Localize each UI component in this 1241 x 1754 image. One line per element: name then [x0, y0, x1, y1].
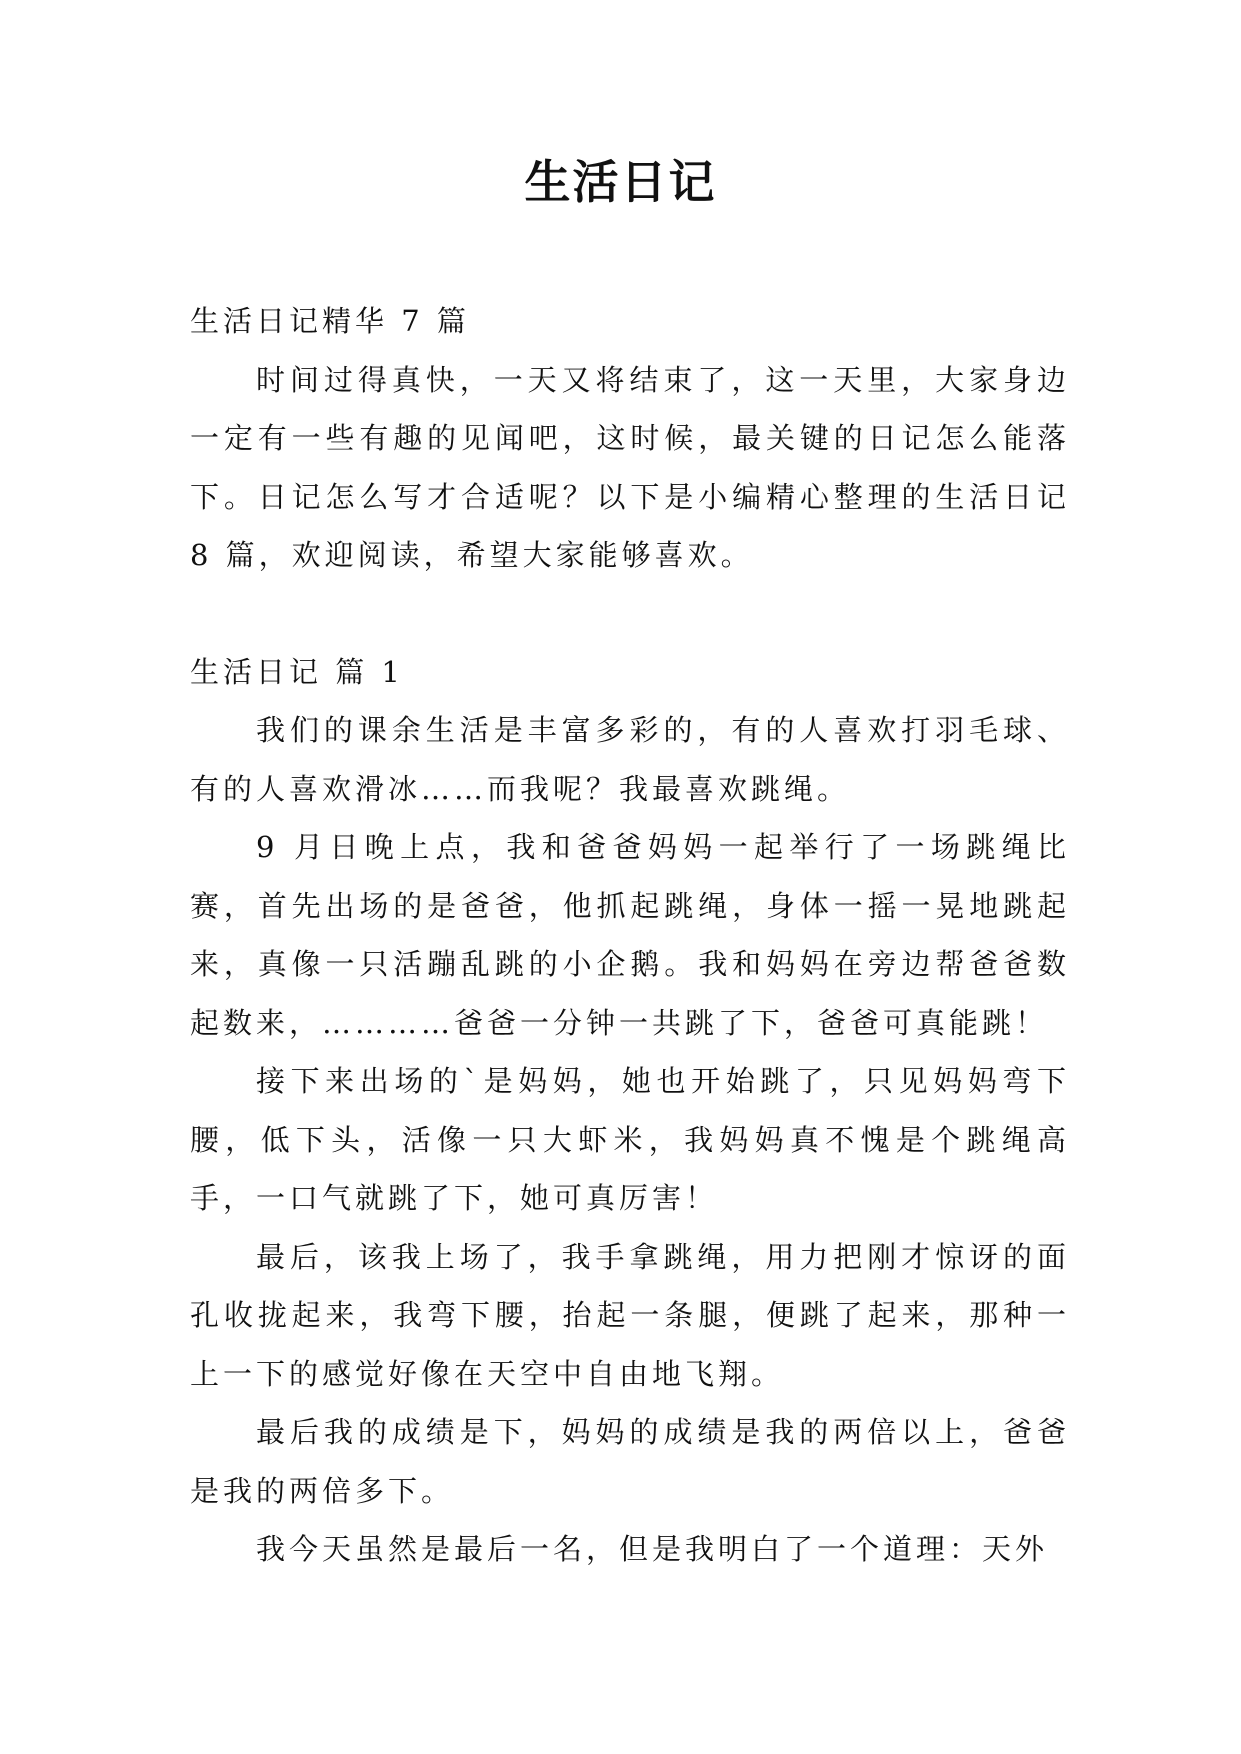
section-heading: 生活日记 篇 1 — [190, 654, 404, 689]
paragraph-3: 接下来出场的`是妈妈，她也开始跳了，只见妈妈弯下腰，低下头，活像一只大虾米，我妈妈真不愧是个跳绳高手，一口气就跳了下，她可真厉害！ — [190, 1064, 1070, 1215]
document-body — [190, 292, 1070, 1579]
paragraph-5: 最后我的成绩是下，妈妈的成绩是我的两倍以上，爸爸是我的两倍多下。 — [190, 1415, 1070, 1508]
paragraph-4: 最后，该我上场了，我手拿跳绳，用力把刚才惊讶的面孔收拢起来，我弯下腰，抬起一条腿，便跳了起来，那种一上一下的感觉好像在天空中自由地飞翔。 — [190, 1239, 1070, 1391]
section-spacer — [190, 585, 1070, 643]
paragraph-1: 我们的课余生活是丰富多彩的，有的人喜欢打羽毛球、有的人喜欢滑冰……而我呢？我最喜欢跳绳。 — [190, 713, 1070, 806]
intro-heading: 生活日记精华 7 篇 — [190, 304, 470, 338]
paragraph-6: 我今天虽然是最后一名，但是我明白了一个道理：天外 — [256, 1532, 1049, 1566]
intro-paragraph: 时间过得真快，一天又将结束了，这一天里，大家身边一定有一些有趣的见闻吧，这时候，最关键的日记怎么能落下。日记怎么写才合适呢？以下是小编精心整理的生活日记 8 篇，欢迎阅读，希望大家能够喜欢。 — [190, 362, 1070, 572]
paragraph-2: 9 月日晚上点，我和爸爸妈妈一起举行了一场跳绳比赛，首先出场的是爸爸，他抓起跳绳，身体一摇一晃地跳起来，真像一只活蹦乱跳的小企鹅。我和妈妈在旁边帮爸爸数起数来，…………爸爸一分钟一共跳了下，爸爸可真能跳！ — [190, 830, 1070, 1040]
document-title: 生活日记 — [524, 155, 717, 209]
